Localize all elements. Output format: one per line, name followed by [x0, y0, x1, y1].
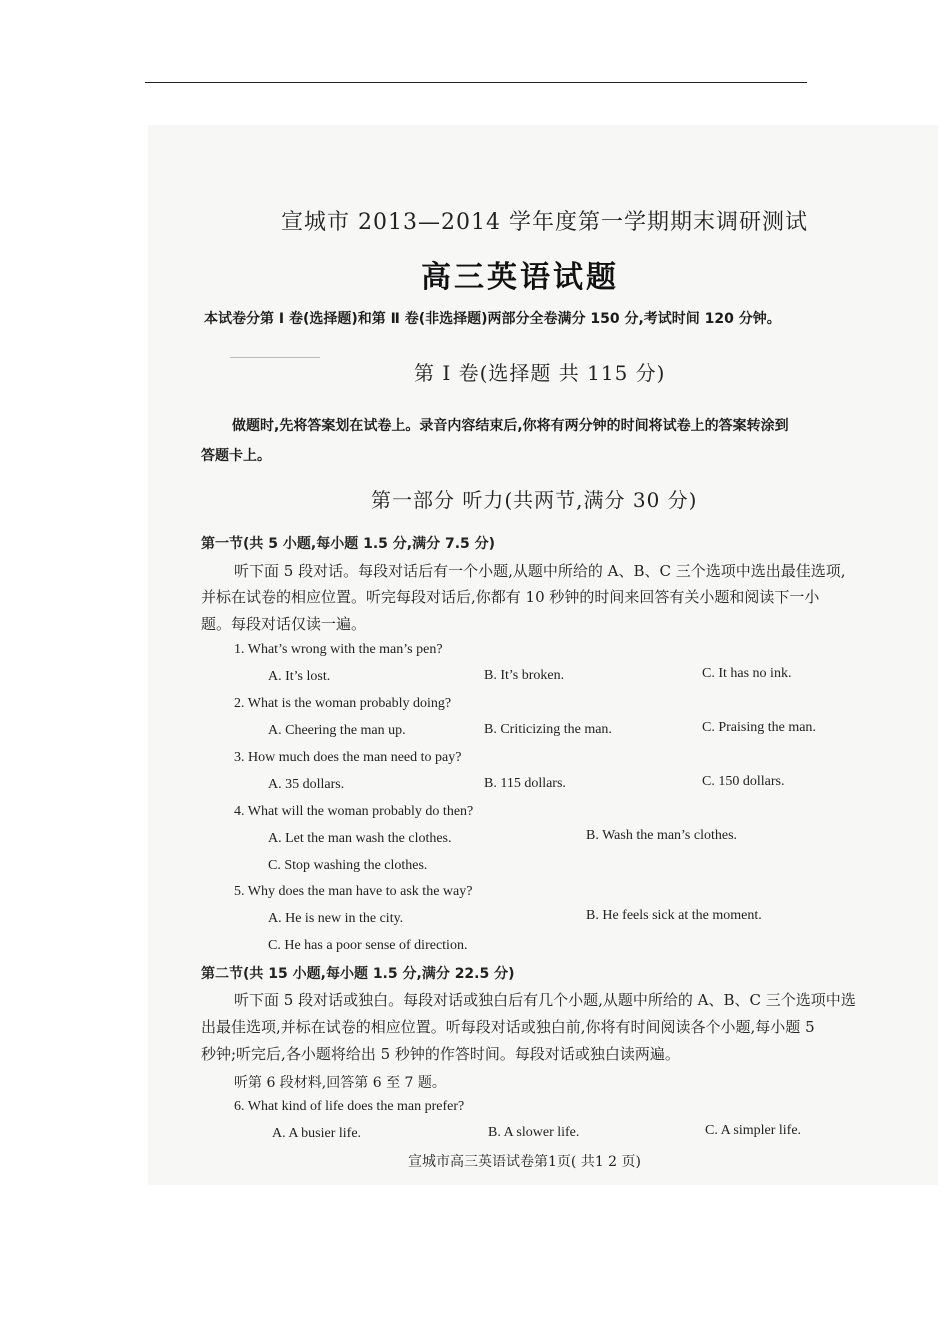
part1-heading: 第一部分 听力(共两节,满分 30 分)	[371, 488, 698, 512]
q2-option-a: A. Cheering the man up.	[268, 723, 406, 738]
section2-title: 第二节(共 15 小题,每小题 1.5 分,满分 22.5 分)	[201, 966, 515, 982]
exam-subtitle: 宣城市 2013—2014 学年度第一学期期末调研测试	[281, 210, 808, 235]
exam-info: 本试卷分第 Ⅰ 卷(选择题)和第 Ⅱ 卷(非选择题)两部分全卷满分 150 分,考试时间 120 分钟。	[204, 311, 781, 327]
q1-option-b: B. It’s broken.	[484, 668, 565, 683]
question-1: 1. What’s wrong with the man’s pen?	[234, 642, 443, 657]
q5-option-b: B. He feels sick at the moment.	[586, 908, 762, 923]
q3-option-b: B. 115 dollars.	[484, 776, 566, 791]
q2-option-c: C. Praising the man.	[702, 720, 816, 735]
section1-title: 第一节(共 5 小题,每小题 1.5 分,满分 7.5 分)	[201, 536, 496, 552]
q3-option-c: C. 150 dollars.	[702, 774, 785, 789]
q4-option-b: B. Wash the man’s clothes.	[586, 828, 738, 843]
section1-line-2: 并标在试卷的相应位置。听完每段对话后,你都有 10 秒钟的时间来回答有关小题和阅读下一小	[201, 588, 820, 606]
section2-line-3: 秒钟;听完后,各小题将给出 5 秒钟的作答时间。每段对话或独白读两遍。	[201, 1045, 680, 1063]
question-4: 4. What will the woman probably do then?	[234, 804, 474, 819]
q6-option-c: C. A simpler life.	[705, 1123, 802, 1138]
q1-option-a: A. It’s lost.	[268, 669, 331, 684]
top-rule	[145, 82, 807, 83]
question-2: 2. What is the woman probably doing?	[234, 696, 452, 711]
q6-option-a: A. A busier life.	[272, 1126, 362, 1141]
q3-option-a: A. 35 dollars.	[268, 777, 345, 792]
page-footer: 宣城市高三英语试卷第1页( 共1 2 页)	[408, 1154, 641, 1170]
q4-option-a: A. Let the man wash the clothes.	[268, 831, 452, 846]
q1-option-c: C. It has no ink.	[702, 666, 792, 681]
question-5: 5. Why does the man have to ask the way?	[234, 884, 473, 899]
volume1-instruction-1: 做题时,先将答案划在试卷上。录音内容结束后,你将有两分钟的时间将试卷上的答案转涂到	[232, 418, 789, 434]
section1-line-3: 题。每段对话仅读一遍。	[201, 615, 367, 633]
q5-option-a: A. He is new in the city.	[268, 911, 404, 926]
section2-line-1: 听下面 5 段对话或独白。每段对话或独白后有几个小题,从题中所给的 A、B、C 三个选项中选	[234, 991, 856, 1009]
question-6: 6. What kind of life does the man prefer?	[234, 1099, 465, 1114]
q6-option-b: B. A slower life.	[488, 1125, 580, 1140]
q2-option-b: B. Criticizing the man.	[484, 722, 612, 737]
question-3: 3. How much does the man need to pay?	[234, 750, 462, 765]
material-6-note: 听第 6 段材料,回答第 6 至 7 题。	[234, 1075, 446, 1091]
exam-title: 高三英语试题	[421, 260, 619, 295]
section1-line-1: 听下面 5 段对话。每段对话后有一个小题,从题中所给的 A、B、C 三个选项中选出最佳选项,	[234, 562, 846, 580]
volume1-heading: 第 Ⅰ 卷(选择题 共 115 分)	[414, 361, 666, 385]
section2-line-2: 出最佳选项,并标在试卷的相应位置。听每段对话或独白前,你将有时间阅读各个小题,每小题 5	[201, 1018, 815, 1036]
volume1-instruction-2: 答题卡上。	[201, 448, 271, 464]
scan-mark	[230, 357, 320, 358]
q5-option-c: C. He has a poor sense of direction.	[268, 938, 468, 953]
q4-option-c: C. Stop washing the clothes.	[268, 858, 428, 873]
